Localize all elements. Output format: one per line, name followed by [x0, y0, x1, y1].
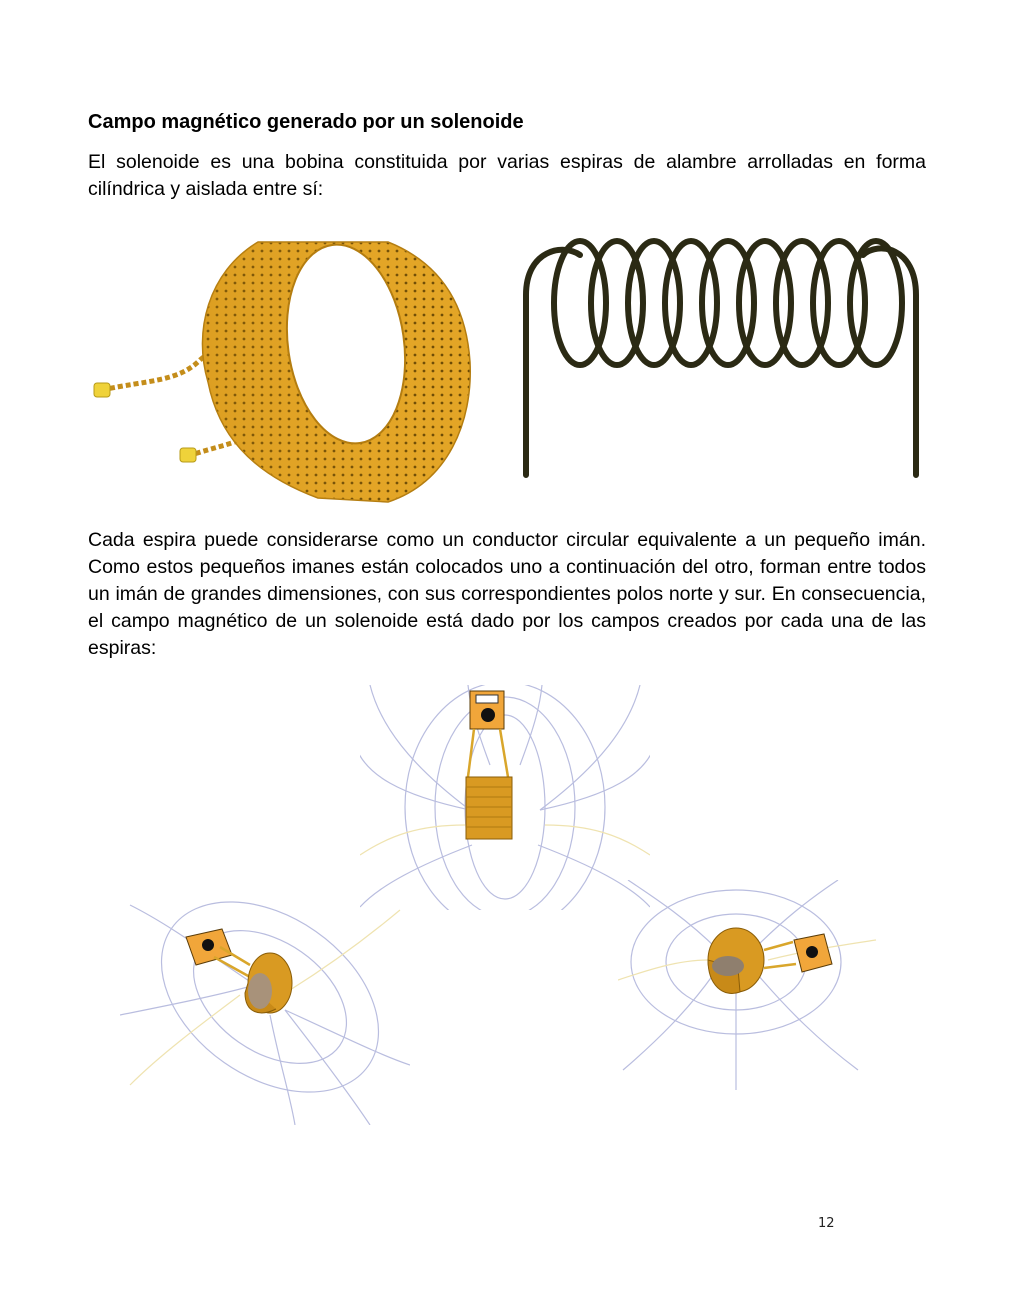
explanation-paragraph: Cada espira puede considerarse como un conductor circular equivalente a un pequeño imán. Como estos pequeños imanes están colocados uno a continuación del otro, forman entre todos un imán de grandes dimensiones, con sus correspondientes polos norte y sur. En consecuencia, el campo magnético de un solenoide está dado por los campos creados por cada una de las espiras: [88, 529, 926, 659]
helix-coil-figure [518, 235, 933, 480]
page-number: 12 [818, 1216, 835, 1231]
section-heading: Campo magnético generado por un solenoide [88, 111, 524, 133]
intro-paragraph: El solenoide es una bobina constituida por varias espiras de alambre arrolladas en forma cilíndrica y aislada entre sí: [88, 151, 926, 200]
solenoid-3d-figure [88, 232, 488, 507]
field-lines-left-figure [120, 885, 410, 1125]
field-lines-top-figure [360, 685, 650, 910]
field-lines-right-figure [618, 880, 878, 1090]
